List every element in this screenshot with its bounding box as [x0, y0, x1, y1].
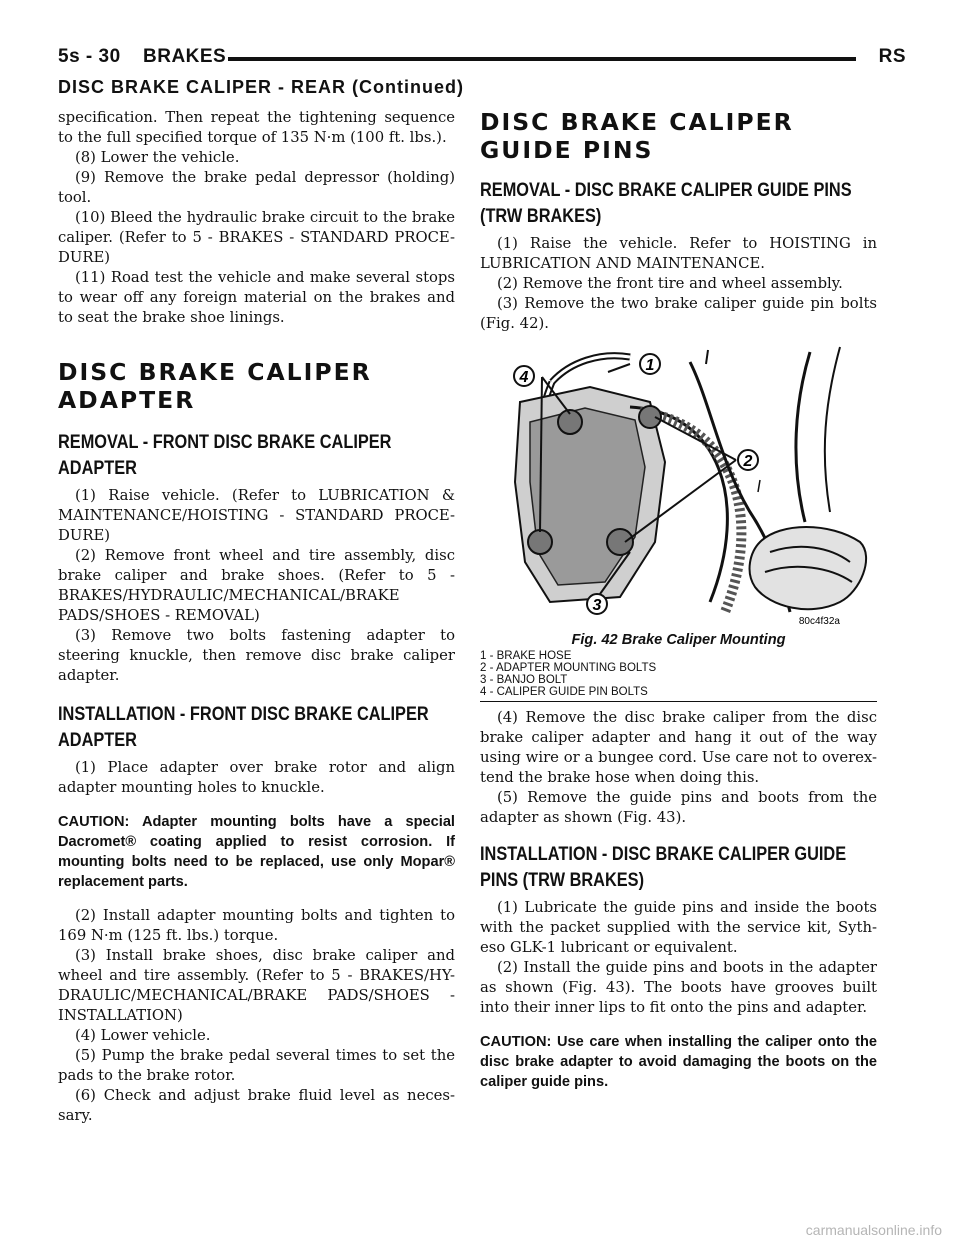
step-paragraph: (2) Install the guide pins and boots in the adapter as shown (Fig. 43). The boots have grooves built into their inner lips to fit onto the pins and adapter.	[480, 959, 877, 1016]
figure-image-code: 80c4f32a	[798, 616, 840, 627]
left-column	[58, 108, 455, 1126]
step-paragraph: (3) Install brake shoes, disc brake caliper and wheel and tire assembly. (Refer to 5 - BRAKES/HY-DRAULIC/MECHANICAL/BRAKE PADS/SHOES - INSTALLATION)	[58, 947, 455, 1024]
heading-removal-guide-pins: REMOVAL - DISC BRAKE CALIPER GUIDE PINS (TRW BRAKES)	[480, 180, 852, 227]
header-rule	[228, 57, 856, 61]
figure-legend	[480, 650, 877, 702]
figure-brake-caliper-mounting	[480, 342, 877, 628]
page-header	[58, 44, 906, 74]
step-paragraph: (2) Remove front wheel and tire assembly, disc brake caliper and brake shoes. (Refer to 5 - BRAKES/HYDRAULIC/MECHANICAL/BRAKE PADS/SHOES - REMOVAL)	[58, 547, 455, 624]
step-paragraph: (1) Raise the vehicle. Refer to HOISTING in LUBRICATION AND MAINTENANCE.	[480, 235, 877, 272]
caution-note: CAUTION: Adapter mounting bolts have a special Dacromet® coating applied to resist corrosion. If mounting bolts need to be replaced, use only Mopar® replacement parts.	[58, 814, 455, 890]
intro-paragraph: specification. Then repeat the tightening sequence to the full specified torque of 135 N·m (100 ft. lbs.).	[58, 109, 455, 146]
step-paragraph: (4) Remove the disc brake caliper from the disc brake caliper adapter and hang it out of the way using wire or a bungee cord. Use care not to overex-tend the brake hose when doing this.	[480, 709, 877, 786]
callout-3	[587, 594, 607, 614]
section-heading-guide-pins: DISC BRAKE CALIPER GUIDE PINS	[480, 108, 794, 164]
step-paragraph: (5) Pump the brake pedal several times to set the pads to the brake rotor.	[58, 1047, 455, 1084]
callout-1-label: 1	[645, 357, 655, 374]
callout-2	[738, 450, 758, 470]
brake-caliper-illustration	[480, 342, 877, 628]
step-paragraph: (8) Lower the vehicle.	[75, 149, 240, 166]
caution-note: CAUTION: Use care when installing the caliper onto the disc brake adapter to avoid damaging the boots on the caliper guide pins.	[480, 1034, 877, 1090]
figure-caption: Fig. 42 Brake Caliper Mounting	[571, 632, 786, 648]
footer-watermark: carmanualsonline.info	[805, 1222, 942, 1238]
step-paragraph: (1) Lubricate the guide pins and inside the boots with the packet supplied with the service kit, Syth-eso GLK-1 lubricant or equivalent.	[480, 899, 877, 956]
step-paragraph: (2) Install adapter mounting bolts and tighten to 169 N·m (125 ft. lbs.) torque.	[58, 907, 455, 944]
step-paragraph: (3) Remove the two brake caliper guide pin bolts (Fig. 42).	[480, 295, 877, 332]
step-paragraph: (4) Lower vehicle.	[75, 1027, 211, 1044]
model-code: RS	[878, 46, 906, 67]
step-paragraph: (9) Remove the brake pedal depressor (holding) tool.	[58, 169, 455, 206]
legend-item: 3 - BANJO BOLT	[480, 674, 568, 686]
step-paragraph: (11) Road test the vehicle and make several stops to wear off any foreign material on the brakes and to seat the brake shoe linings.	[58, 269, 455, 326]
heading-installation-guide-pins: INSTALLATION - DISC BRAKE CALIPER GUIDE PINS (TRW BRAKES)	[480, 844, 847, 891]
step-paragraph: (1) Place adapter over brake rotor and align adapter mounting holes to knuckle.	[58, 759, 455, 796]
step-paragraph: (6) Check and adjust brake fluid level as neces-sary.	[58, 1087, 455, 1124]
right-column	[480, 108, 877, 1092]
legend-item: 4 - CALIPER GUIDE PIN BOLTS	[480, 686, 648, 698]
heading-installation-adapter: INSTALLATION - FRONT DISC BRAKE CALIPER ADAPTER	[58, 704, 429, 751]
callout-3-label: 3	[592, 597, 602, 614]
section-heading-caliper-adapter: DISC BRAKE CALIPER ADAPTER	[58, 358, 372, 414]
step-paragraph: (3) Remove two bolts fastening adapter to steering knuckle, then remove disc brake caliper adapter.	[58, 627, 455, 684]
step-paragraph: (1) Raise vehicle. (Refer to LUBRICATION & MAINTENANCE/HOISTING - STANDARD PROCE-DURE)	[58, 487, 455, 544]
continued-title: DISC BRAKE CALIPER - REAR (Continued)	[58, 77, 464, 97]
legend-item: 1 - BRAKE HOSE	[480, 650, 572, 662]
heading-removal-adapter: REMOVAL - FRONT DISC BRAKE CALIPER ADAPTER	[58, 432, 392, 479]
callout-2-label: 2	[743, 453, 753, 470]
step-paragraph: (2) Remove the front tire and wheel assembly.	[497, 275, 843, 292]
legend-item: 2 - ADAPTER MOUNTING BOLTS	[480, 662, 657, 674]
step-paragraph: (10) Bleed the hydraulic brake circuit to the brake caliper. (Refer to 5 - BRAKES - STANDARD PROCE-DURE)	[58, 209, 455, 266]
step-paragraph: (5) Remove the guide pins and boots from the adapter as shown (Fig. 43).	[480, 789, 877, 826]
callout-4-label: 4	[519, 369, 529, 386]
callout-4	[514, 366, 534, 386]
callout-1	[640, 354, 660, 374]
section-name: BRAKES	[143, 46, 227, 67]
page-number: 5s - 30	[58, 46, 121, 67]
